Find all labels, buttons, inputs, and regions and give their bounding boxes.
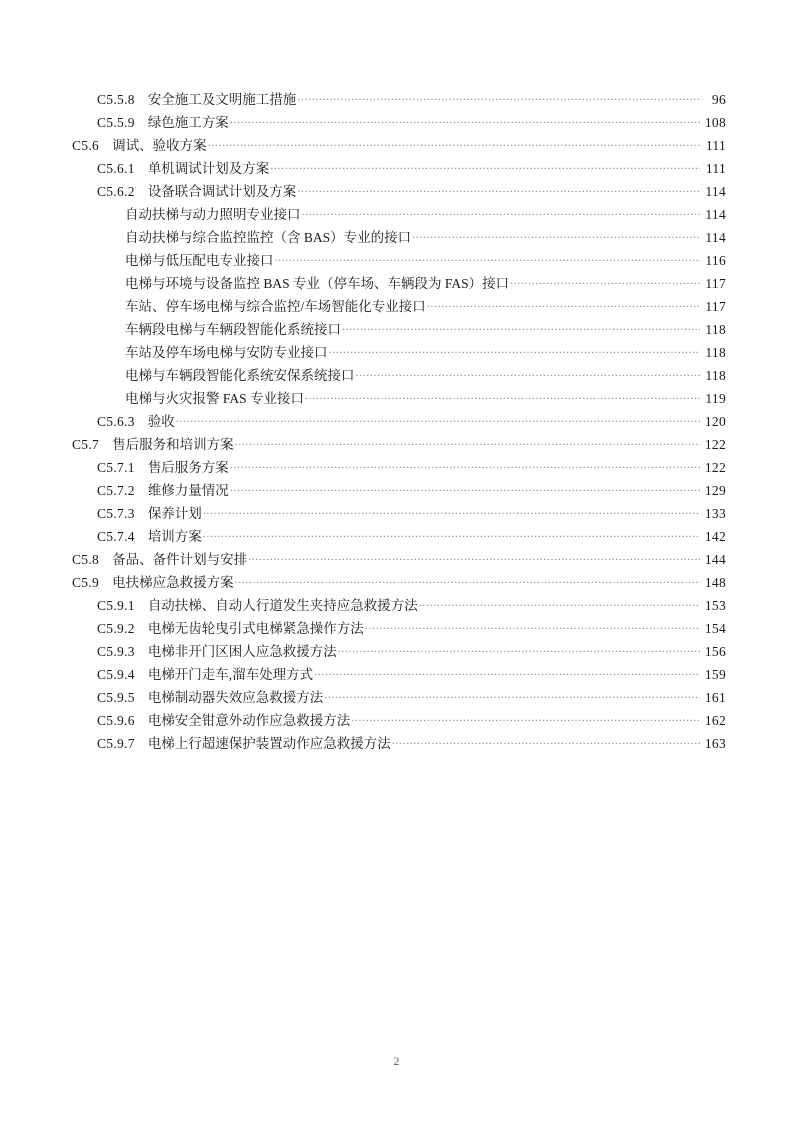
toc-entry[interactable]: [0, 433, 793, 456]
toc-entry-page-number: 119: [705, 391, 726, 406]
toc-entry-number: C5.5.9: [97, 115, 135, 130]
toc-entry-page-number: 111: [705, 161, 726, 176]
toc-entry[interactable]: [0, 617, 793, 640]
toc-dot-leader: [329, 344, 701, 358]
toc-entry[interactable]: [0, 387, 793, 410]
toc-entry[interactable]: [0, 88, 793, 111]
toc-entry-number: C5.9.3: [97, 644, 135, 659]
toc-dot-leader: [203, 505, 700, 519]
toc-dot-leader: [230, 482, 700, 496]
toc-entry[interactable]: [0, 548, 793, 571]
toc-entry-number: C5.9.7: [97, 736, 135, 751]
toc-dot-leader: [305, 390, 700, 404]
toc-entry[interactable]: [0, 732, 793, 755]
toc-entry-page-number: 108: [704, 115, 726, 130]
toc-entry-page-number: 114: [705, 207, 726, 222]
toc-entry-title: 自动扶梯与动力照明专业接口: [125, 207, 301, 222]
toc-entry-title: 安全施工及文明施工措施: [147, 92, 297, 107]
toc-entry-page-number: 122: [704, 437, 726, 452]
toc-dot-leader: [412, 229, 700, 243]
toc-entry[interactable]: [0, 111, 793, 134]
toc-dot-leader: [419, 597, 700, 611]
toc-dot-leader: [392, 735, 700, 749]
toc-entry-page-number: 111: [705, 138, 726, 153]
toc-entry-number: C5.6.1: [97, 161, 135, 176]
toc-dot-leader: [342, 321, 700, 335]
toc-entry-page-number: 118: [705, 345, 726, 360]
toc-entry-page-number: 144: [704, 552, 726, 567]
toc-entry[interactable]: [0, 295, 793, 318]
toc-entry-page-number: 114: [705, 184, 726, 199]
toc-entry-number: C5.7.1: [97, 460, 135, 475]
toc-entry-title: 维修力量情况: [147, 483, 229, 498]
toc-entry-title: 电梯无齿轮曳引式电梯紧急操作方法: [147, 621, 364, 636]
toc-dot-leader: [270, 160, 700, 174]
toc-entry[interactable]: [0, 341, 793, 364]
toc-entry-title: 电梯与火灾报警 FAS 专业接口: [125, 391, 305, 406]
toc-entry-number: C5.7.4: [97, 529, 135, 544]
toc-entry-title: 绿色施工方案: [147, 115, 229, 130]
toc-dot-leader: [235, 574, 700, 588]
toc-entry-number: C5.7.3: [97, 506, 135, 521]
toc-entry-title: 电梯安全钳意外动作应急救援方法: [147, 713, 351, 728]
page-footer-number: 2: [393, 1056, 400, 1068]
toc-entry-page-number: 142: [704, 529, 726, 544]
toc-entry[interactable]: [0, 249, 793, 272]
toc-entry[interactable]: [0, 226, 793, 249]
toc-dot-leader: [203, 528, 700, 542]
toc-entry-title: 调试、验收方案: [112, 138, 207, 153]
toc-entry-title: 车站及停车场电梯与安防专业接口: [125, 345, 328, 360]
table-of-contents: [0, 88, 793, 755]
toc-dot-leader: [248, 551, 700, 565]
toc-entry[interactable]: [0, 502, 793, 525]
toc-entry-title: 自动扶梯、自动人行道发生夹持应急救援方法: [147, 598, 418, 613]
toc-entry-number: C5.7: [72, 437, 100, 452]
toc-entry-title: 车辆段电梯与车辆段智能化系统接口: [125, 322, 341, 337]
toc-entry-page-number: 118: [705, 322, 726, 337]
toc-entry-number: C5.9.4: [97, 667, 135, 682]
toc-entry[interactable]: [0, 640, 793, 663]
toc-entry[interactable]: [0, 318, 793, 341]
toc-entry-number: C5.9: [72, 575, 100, 590]
toc-dot-leader: [314, 666, 700, 680]
toc-entry[interactable]: [0, 157, 793, 180]
toc-entry[interactable]: [0, 364, 793, 387]
toc-dot-leader: [302, 206, 701, 220]
toc-dot-leader: [297, 91, 700, 105]
toc-entry[interactable]: [0, 571, 793, 594]
toc-entry-page-number: 161: [704, 690, 726, 705]
toc-entry-title: 电梯上行超速保护装置动作应急救援方法: [147, 736, 391, 751]
toc-dot-leader: [356, 367, 701, 381]
toc-entry[interactable]: [0, 686, 793, 709]
toc-entry-title: 设备联合调试计划及方案: [147, 184, 297, 199]
toc-dot-leader: [510, 275, 700, 289]
toc-dot-leader: [208, 137, 700, 151]
toc-entry[interactable]: [0, 709, 793, 732]
toc-entry[interactable]: [0, 456, 793, 479]
toc-entry[interactable]: [0, 410, 793, 433]
toc-entry-title: 售后服务和培训方案: [112, 437, 234, 452]
toc-entry-page-number: 114: [705, 230, 726, 245]
toc-entry-page-number: 156: [704, 644, 726, 659]
toc-dot-leader: [235, 436, 700, 450]
toc-entry-page-number: 153: [704, 598, 726, 613]
toc-entry-title: 电梯开门走车,溜车处理方式: [147, 667, 314, 682]
toc-entry-number: C5.8: [72, 552, 100, 567]
toc-entry-page-number: 163: [704, 736, 726, 751]
toc-entry-page-number: 129: [704, 483, 726, 498]
toc-dot-leader: [324, 689, 700, 703]
toc-entry-number: C5.9.6: [97, 713, 135, 728]
toc-entry[interactable]: [0, 479, 793, 502]
toc-entry-page-number: 122: [704, 460, 726, 475]
toc-entry-page-number: 120: [704, 414, 726, 429]
toc-entry[interactable]: [0, 272, 793, 295]
toc-dot-leader: [297, 183, 700, 197]
toc-entry-title: 电扶梯应急救援方案: [112, 575, 234, 590]
toc-entry-title: 单机调试计划及方案: [147, 161, 270, 176]
toc-entry-title: 自动扶梯与综合监控监控（含 BAS）专业的接口: [125, 230, 412, 245]
toc-entry[interactable]: [0, 203, 793, 226]
toc-entry-number: C5.6.2: [97, 184, 135, 199]
toc-entry-page-number: 116: [705, 253, 726, 268]
toc-entry-title: 电梯与环境与设备监控 BAS 专业（停车场、车辆段为 FAS）接口: [125, 276, 510, 291]
toc-entry-title: 电梯非开门区困人应急救援方法: [147, 644, 337, 659]
toc-dot-leader: [427, 298, 700, 312]
toc-dot-leader: [275, 252, 701, 266]
toc-entry-title: 售后服务方案: [147, 460, 229, 475]
toc-entry-number: C5.9.1: [97, 598, 135, 613]
toc-entry-page-number: 96: [711, 92, 726, 107]
toc-entry-page-number: 148: [704, 575, 726, 590]
toc-entry-title: 保养计划: [147, 506, 202, 521]
toc-entry-number: C5.5.8: [97, 92, 135, 107]
toc-entry[interactable]: [0, 663, 793, 686]
toc-entry-number: C5.6.3: [97, 414, 135, 429]
toc-dot-leader: [176, 413, 700, 427]
toc-entry-title: 车站、停车场电梯与综合监控/车场智能化专业接口: [125, 299, 426, 314]
toc-entry-page-number: 117: [705, 299, 726, 314]
toc-entry-title: 电梯与低压配电专业接口: [125, 253, 274, 268]
toc-dot-leader: [338, 643, 700, 657]
toc-entry-title: 备品、备件计划与安排: [112, 552, 248, 567]
toc-entry-title: 电梯制动器失效应急救援方法: [147, 690, 324, 705]
toc-entry-page-number: 159: [704, 667, 726, 682]
toc-entry[interactable]: [0, 134, 793, 157]
toc-entry-title: 验收: [147, 414, 175, 429]
toc-entry-page-number: 118: [705, 368, 726, 383]
toc-entry-title: 培训方案: [147, 529, 202, 544]
toc-dot-leader: [365, 620, 700, 634]
toc-entry[interactable]: [0, 180, 793, 203]
toc-entry[interactable]: [0, 594, 793, 617]
toc-entry[interactable]: [0, 525, 793, 548]
toc-entry-page-number: 154: [704, 621, 726, 636]
toc-entry-number: C5.6: [72, 138, 100, 153]
toc-dot-leader: [351, 712, 700, 726]
toc-entry-page-number: 162: [704, 713, 726, 728]
toc-entry-number: C5.9.5: [97, 690, 135, 705]
toc-entry-page-number: 133: [704, 506, 726, 521]
toc-dot-leader: [230, 114, 700, 128]
toc-entry-title: 电梯与车辆段智能化系统安保系统接口: [125, 368, 355, 383]
toc-dot-leader: [230, 459, 700, 473]
toc-entry-number: C5.9.2: [97, 621, 135, 636]
toc-entry-number: C5.7.2: [97, 483, 135, 498]
toc-entry-page-number: 117: [705, 276, 726, 291]
